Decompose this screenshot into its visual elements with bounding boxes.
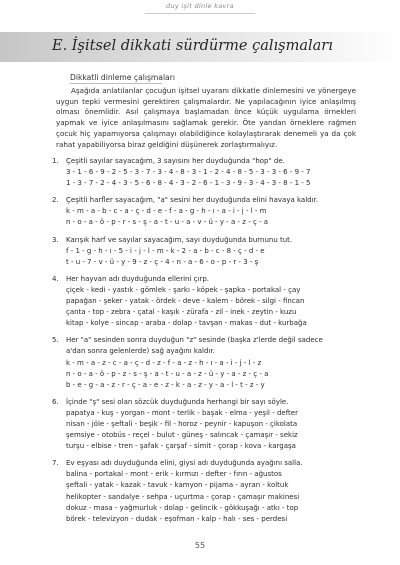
exercise-sequence-line: börek - televizyon - dudak - eşofman - kalp - halı - ses - perdesi	[66, 514, 288, 523]
page-number: 55	[194, 541, 206, 550]
exercise-instruction: Her hayvan adı duyduğunda ellerini çırp.	[66, 274, 209, 283]
exercise-body	[66, 397, 362, 452]
exercise-sequence-line: n - o - a - ö - p - z - s - ş - a - t - u - a - z - ü - y - a - z - ç - a	[66, 369, 269, 378]
exercise-sequence-line: nisan - jöle - şeftali - beşik - fil - horoz - peynir - kapuşon - çikolata	[66, 419, 298, 428]
exercise-instruction: Çeşitli sayılar sayacağım, 3 sayısını her duyduğunda "hop" de.	[66, 157, 285, 165]
exercise-sequence-line: a'dan sonra gelenlerde) sağ ayağını kaldır.	[66, 347, 215, 356]
exercise-sequence-line: balina - portakal - mont - erik - kırmızı - defter - fırın - ağustos	[66, 470, 282, 479]
intro-text: Aşağıda anlatılanlar çocuğun işitsel uyaranı dikkatle dinlemesini ve yönergeye uygun tepki vermesini gerektiren çalışmalardır. Ne yapılacağının iyice anlaşılmış olması önemlidir. Asıl çalışmaya başlamadan önce küçük uygulama örnekleri yapmak ve iyice anlaşılmasını sağlamak gerekir. Öte yandan örneklere rağmen çocuk hiç yapamıyorsa çalışmayı olabildiğince kolaylaştırarak denemeli ya da çok rahat yapabiliyorsa biraz geldiğini düşünerek zorlaştırmalıyız.	[56, 86, 356, 149]
exercise-number: 5.	[52, 336, 59, 345]
exercise-body	[66, 235, 362, 268]
exercise-sequence-line: şeftali - yatak - kazak - tavuk - kamyon - pijama - ayran - koltuk	[66, 481, 289, 490]
exercise-sequence-line: n - o - a - ö - p - r - s - ş - a - t - u - a - v - ü - y - a - z - ç - a	[66, 218, 269, 227]
exercise-body	[66, 156, 362, 189]
exercise-sequence-line: çanta - top - zebra - çatal - kaşık - zürafa - zil - inek - zeytin - kuzu	[66, 308, 297, 317]
exercise-sequence-line: t - u - 7 - v - ü - y - 9 - z - ç - 4 - n - a - 6 - o - p - r - 3 - ş	[66, 257, 259, 266]
exercise-sequence-line: 3 - 1 - 6 - 9 - 2 - 5 - 3 - 7 - 3 - 4 - 8 - 3 - 1 - 2 - 4 - 8 - 5 - 3 - 3 - 6 - 9 - 7	[66, 168, 311, 177]
exercise-sequence-line: k - m - a - b - c - a - ç - d - e - f - a - g - h - ı - a - i - j - l - m	[66, 207, 267, 216]
exercise-sequence-line: çiçek - kedi - yastık - gömlek - şarkı - köpek - şapka - portakal - çay	[66, 285, 301, 294]
exercise-item	[52, 235, 362, 268]
exercise-sequence-line: 1 - 3 - 7 - 2 - 4 - 3 - 5 - 6 - 8 - 4 - 3 - 2 - 6 - 1 - 3 - 9 - 3 - 4 - 3 - 8 - 1 - 5	[66, 179, 311, 188]
exercise-number: 6.	[52, 397, 59, 406]
exercise-item	[52, 335, 362, 390]
running-header: duy işit dinle kavra	[166, 2, 234, 10]
exercise-body	[66, 195, 362, 228]
exercise-sequence-line: turşu - elbise - tren - şafak - çarşaf - simit - çorap - kova - kargaşa	[66, 442, 296, 451]
exercise-sequence-line: f - 1 - g - h - ı - 5 - i - j - l - m - k - 2 - a - b - c - 8 - ç - d - e	[66, 246, 265, 255]
exercise-number: 7.	[52, 459, 59, 468]
exercise-sequence-line: papağan - şeker - yatak - ördek - deve - kalem - börek - silgi - fincan	[66, 297, 305, 306]
exercise-item	[52, 458, 362, 525]
exercise-number: 4.	[52, 274, 59, 283]
exercise-item	[52, 397, 362, 452]
exercise-item	[52, 274, 362, 329]
header-divider	[145, 13, 255, 14]
exercise-item	[52, 156, 362, 189]
exercise-sequence-line: papatya - kuş - yorgan - mont - terlik - başak - elma - yeşil - defter	[66, 408, 298, 417]
exercise-instruction: İçinde "ş" sesi olan sözcük duyduğunda herhangi bir sayı söyle.	[66, 397, 289, 406]
exercise-number: 1.	[52, 157, 59, 165]
exercise-list	[52, 156, 362, 531]
exercise-number: 3.	[52, 235, 59, 244]
exercise-instruction: Ev eşyası adı duyduğunda elini, giysi adı duyduğunda ayağını salla.	[66, 459, 303, 468]
exercise-number: 2.	[52, 196, 59, 205]
subheading: Dikkatli dinleme çalışmaları	[70, 73, 175, 82]
exercise-sequence-line: kitap - kolye - sincap - araba - dolap - tavşan - makas - dut - kurbağa	[66, 319, 307, 328]
exercise-body	[66, 458, 362, 525]
intro-paragraph	[56, 86, 356, 150]
exercise-sequence-line: k - m - a - z - c - a - ç - d - z - f - a - z - h - ı - a - i - j - l - z	[66, 358, 262, 367]
section-title: E. İşitsel dikkati sürdürme çalışmaları	[52, 38, 333, 54]
exercise-sequence-line: b - e - g - a - z - r - ç - a - e - z - k - a - z - y - a - l - t - z - y	[66, 380, 265, 389]
exercise-instruction: Her "a" sesinden sonra duyduğun "z" sesinde (başka z'lerde değil sadece	[66, 336, 323, 345]
exercise-sequence-line: şemsiye - otobüs - reçel - bulut - güneş - salıncak - çamaşır - sekiz	[66, 431, 298, 440]
exercise-item	[52, 195, 362, 228]
exercise-sequence-line: dokuz - masa - yağmurluk - dolap - gelincik - gökkuşağı - atkı - top	[66, 503, 299, 512]
subheading-underline	[70, 83, 162, 84]
exercise-sequence-line: helikopter - sandalye - sehpa - uçurtma - çorap - çamaşır makinesi	[66, 492, 300, 501]
exercise-body	[66, 335, 362, 390]
exercise-instruction: Karışık harf ve sayılar sayacağım, sayı duyduğunda burnunu tut.	[66, 235, 293, 244]
exercise-instruction: Çeşitli harfler sayacağım, "a" sesini her duyduğunda elini havaya kaldır.	[66, 196, 318, 205]
exercise-body	[66, 274, 362, 329]
